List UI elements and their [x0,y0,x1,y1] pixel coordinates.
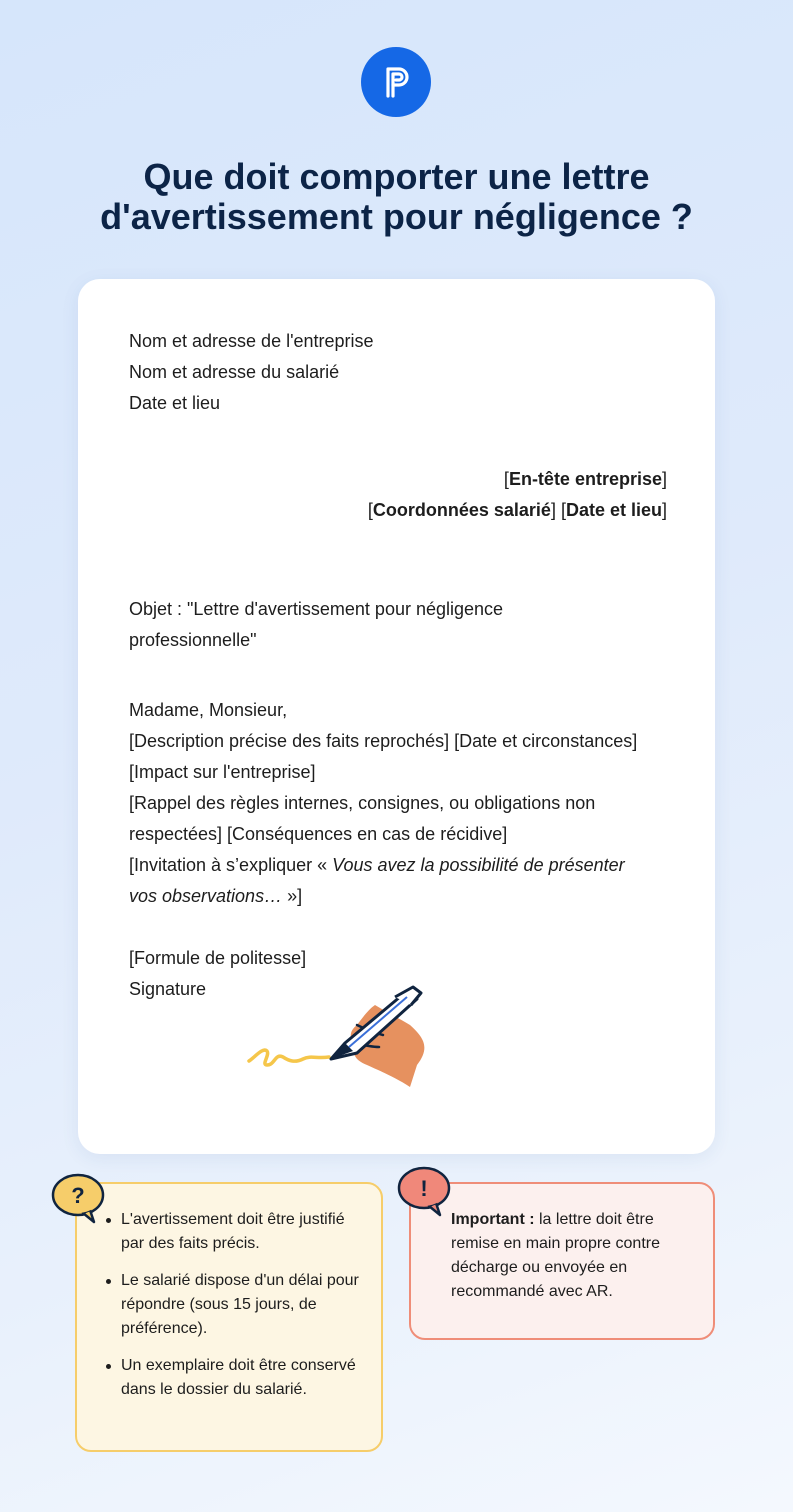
body-line-4: respectées] [Conséquences en cas de récidive] [129,824,508,844]
title-line-1: Que doit comporter une lettre [143,156,650,197]
sender-employee: Nom et adresse du salarié [129,362,340,382]
sender-date: Date et lieu [129,393,221,413]
sender-company: Nom et adresse de l'entreprise [129,331,374,351]
closing-signature: Signature [129,979,207,999]
body-line-6-suffix: »] [282,886,303,906]
list-item: Le salarié dispose d'un délai pour répondre (sous 15 jours, de préférence). [106,1269,368,1341]
body-line-2: [Impact sur l'entreprise] [129,762,316,782]
question-bubble-icon [50,1172,106,1224]
title-line-2: d'avertissement pour négligence ? [100,196,693,237]
body-line-6-italic: vos observations… [129,886,283,906]
exclamation-mark: ! [420,1176,428,1201]
list-item: L'avertissement doit être justifié par des faits précis. [106,1208,368,1256]
header-employee-date: [Coordonnées salarié] [Date et lieu] [367,500,667,520]
header-date-label: Date et lieu [565,500,662,520]
body-line-5 [129,850,625,881]
body-line-5-italic: Vous avez la possibilité de présenter [332,855,625,875]
brand-logo-icon [361,47,431,117]
closing-politeness: [Formule de politesse] [129,948,307,968]
question-mark: ? [71,1183,85,1208]
body-line-3: [Rappel des règles internes, consignes, ou obligations non [129,793,596,813]
header-company-label: En-tête entreprise [508,469,662,489]
tips-list [106,1208,368,1415]
salutation: Madame, Monsieur, [129,700,288,720]
object-line-2: professionnelle" [129,630,257,650]
header-employee-label: Coordonnées salarié [372,500,551,520]
body-line-5-prefix: [Invitation à s’expliquer « [129,855,333,875]
body-line-1: [Description précise des faits reprochés] [Date et circonstances] [129,731,638,751]
page-title [0,157,793,237]
header-company: [En-tête entreprise] [503,469,667,489]
body-line-6 [129,881,302,912]
hand-signing-icon [245,985,435,1090]
exclamation-bubble-icon [396,1165,452,1217]
important-label: Important : [451,1211,535,1228]
important-body: la lettre doit être remise en main propre contre décharge ou envoyée en recommandé avec AR. [451,1211,660,1300]
important-text [451,1208,701,1304]
object-line-1: Objet : "Lettre d'avertissement pour négligence [129,599,504,619]
list-item: Un exemplaire doit être conservé dans le dossier du salarié. [106,1354,368,1402]
